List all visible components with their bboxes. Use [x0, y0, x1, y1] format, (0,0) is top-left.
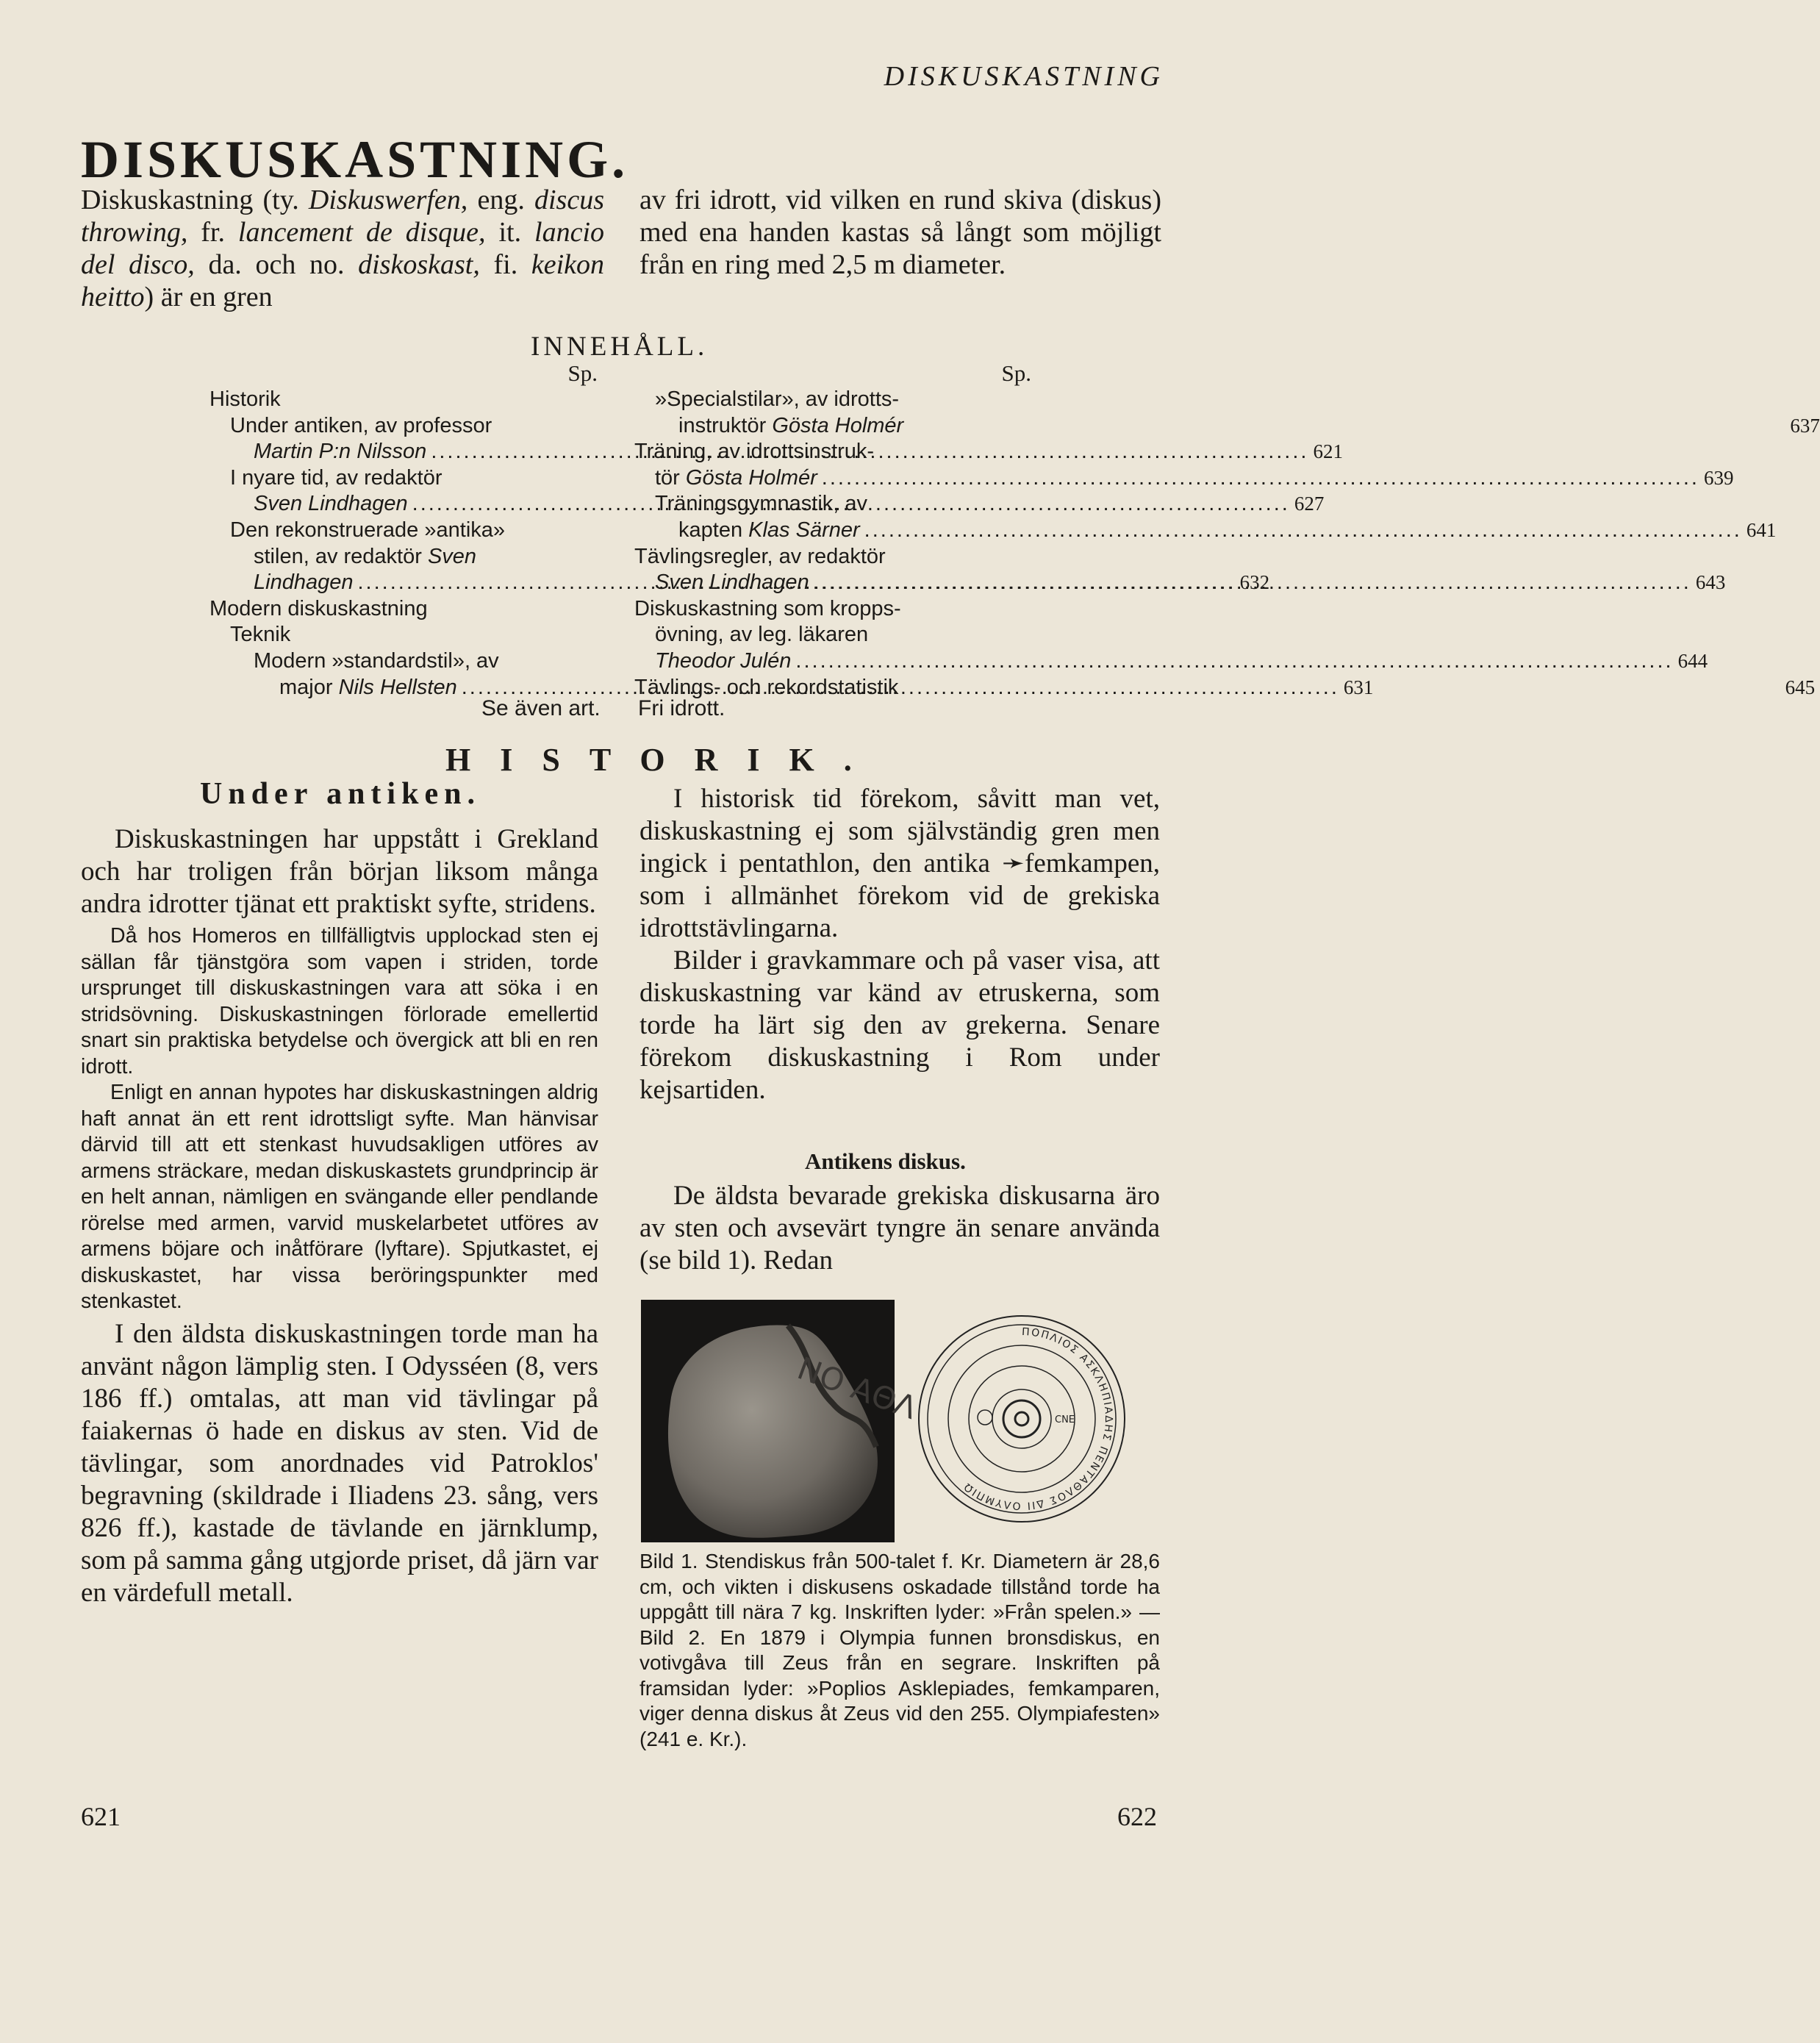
subsection-title: Under antiken. — [200, 777, 481, 811]
running-head: DISKUSKASTNING — [884, 61, 1164, 92]
intro-left-part: fi. — [479, 249, 531, 280]
toc-page-number: 627 — [1294, 493, 1325, 515]
intro-left-part: it. — [485, 217, 535, 248]
toc-entry — [634, 439, 1031, 465]
intro-left-part: Diskuskastning (ty. — [81, 185, 309, 215]
section-title: HISTORIK. — [445, 742, 881, 778]
toc-entry-text: »Specialstilar», av idrotts- — [655, 387, 900, 411]
figure-caption: Bild 1. Stendiskus från 500-talet f. Kr. Diametern är 28,6 cm, och vikten i diskusens oskadade tillstånd torde ha uppgått till nära 7 kg. Inskriften lyder: »Från spelen.» — Bild 2. En 1879 i Olympia funnen bronsdiskus, en votivgåva till Zeus från en segrare. Inskriften på framsidan lyder: »Poplios Asklepiades, femkamparen, viger denna diskus åt Zeus vid den 255. Olympiafesten» (241 e. Kr.). — [639, 1550, 1160, 1750]
right-paragraph-1: I historisk tid förekom, såvitt man vet, diskuskastning ej som självständig gren men ingick i pentathlon, den antika ➛femkampen, som i allmänhet förekom vid de grekiska idrottstävlingarna. — [639, 784, 1160, 943]
toc-entry-text: Den rekonstruerade »antika» — [230, 518, 506, 542]
toc-entry[interactable] — [655, 648, 1708, 675]
toc-page-number: 637 — [1790, 414, 1820, 437]
toc-entry-text: Träningsgymnastik, av — [655, 492, 868, 516]
toc-entry-text: instruktör Gösta Holmér — [678, 413, 904, 437]
toc-entry-text: tör Gösta Holmér — [655, 465, 817, 490]
left-body-paragraph: I den äldsta diskuskastningen torde man ha använt någon lämplig sten. I Odysséen (8, vers 186 ff.) omtalas, att man vid tävlingar på faiakernas ö hade en diskus av sten. Vid de tävlingar, som anordnades vid Patroklos' begravning (skildrade i Iliadens 23. sång, vers 826 ff.), kastade de tävlande en järnklump, som på samma gång utgjorde priset, då järn var en värdefull metall. — [81, 1318, 598, 1608]
stone-inscription: ΝΟ ΑΘΛΟ — [792, 1350, 945, 1435]
toc-page-number: 632 — [1239, 571, 1270, 594]
toc-entry-text: Diskuskastning som kropps- — [634, 596, 901, 620]
toc-entry-text: kapten Klas Särner — [678, 518, 860, 542]
bronze-inner-inscription: CNE — [1055, 1414, 1075, 1425]
figure-bronze-discus — [911, 1301, 1132, 1536]
toc-page-number: 631 — [1343, 676, 1374, 698]
toc-entry-text: Modern diskuskastning — [209, 596, 428, 620]
right-paragraph-2: Bilder i gravkammare och på vaser visa, att diskuskastning var känd av etruskerna, som torde ha lärt sig den av grekerna. Senare förekom diskuskastning i Rom under kejsartiden. — [639, 945, 1160, 1105]
bronze-inscription: ΠΟΠΛΙΟΣ ΑΣΚΛΗΠΙΑΔΗΣ ΠΕΝΤΑΘΛΟΣ ΔΙΙ ΟΛΥΜΠΙΩ — [961, 1325, 1114, 1512]
toc-entry — [230, 518, 598, 544]
intro-left-part: eng. — [467, 185, 534, 215]
intro-left-part: lancio del disco, — [81, 217, 604, 280]
article-title: DISKUSKASTNING. — [81, 130, 629, 189]
toc-entry-text: major Nils Hellsten — [279, 675, 457, 699]
right-paragraph-3: De äldsta bevarade grekiska diskusarna äro av sten och avsevärt tyngre än senare använda (se bild 1). Redan — [639, 1181, 1160, 1275]
toc-entry — [634, 596, 1031, 623]
toc-entry-text: Tävlingsregler, av redaktör — [634, 544, 886, 568]
toc-entry-text: Teknik — [230, 623, 291, 647]
stone-discus-photo — [641, 1300, 945, 1542]
intro-left-part: discus throwing, — [81, 185, 604, 248]
intro-right: av fri idrott, vid vilken en rund skiva (diskus) med ena handen kastas så långt som möjligt från en ring med 2,5 m diameter. — [639, 185, 1161, 280]
toc-entry-text: övning, av leg. läkaren — [655, 623, 869, 647]
toc-page-number: 644 — [1677, 650, 1708, 672]
toc-entry[interactable] — [678, 413, 1820, 440]
toc-entry — [634, 544, 1031, 570]
intro-left-part: lancement de disque, — [237, 217, 486, 248]
toc-entry-text: Sven Lindhagen — [655, 570, 809, 595]
toc-page-number: 641 — [1746, 519, 1777, 541]
toc-entry-text: Under antiken, av professor — [230, 413, 492, 437]
toc-sp-label: Sp. — [567, 360, 598, 386]
toc-entry — [655, 387, 1031, 413]
toc-entry-text: Historik — [209, 387, 281, 411]
toc-entry — [655, 491, 1031, 518]
toc-entry[interactable] — [678, 518, 1777, 544]
toc-page-number: 639 — [1703, 466, 1734, 489]
toc-entry — [230, 465, 598, 492]
toc-entry — [230, 413, 598, 440]
intro-left — [81, 184, 604, 313]
toc-entry — [209, 387, 598, 413]
toc-entry-text: I nyare tid, av redaktör — [230, 465, 443, 490]
toc-entry[interactable] — [655, 465, 1734, 492]
intro-left-part: fr. — [187, 217, 238, 248]
toc-heading: INNEHÅLL. — [531, 332, 709, 362]
toc-entry — [254, 544, 598, 570]
toc-entry-text: Martin P:n Nilsson — [254, 440, 427, 464]
toc-entry-text: stilen, av redaktör Sven — [254, 544, 477, 568]
left-lead-paragraph: Diskuskastningen har uppstått i Grekland och har troligen från början liksom många andra idrotter tjänat ett praktiskt syfte, stridens. — [81, 824, 598, 919]
intro-left-part: Diskuswerfen, — [308, 185, 468, 215]
toc-entry-text: Träning, av idrottsinstruk- — [634, 440, 875, 464]
toc-entry-text: Sven Lindhagen — [254, 492, 408, 516]
toc-entry-text: Modern »standardstil», av — [254, 649, 499, 673]
bronze-discus-drawing — [911, 1301, 1132, 1536]
intro-left-part: diskoskast, — [358, 249, 480, 280]
figure-stone-discus — [641, 1300, 945, 1542]
toc-entry — [230, 622, 598, 648]
toc-page-number: 645 — [1785, 676, 1816, 698]
toc-sp-label: Sp. — [1001, 360, 1031, 386]
left-small-paragraph-1: Då hos Homeros en tillfälligtvis upplockad sten ej sällan får tjänstgöra som vapen i striden, torde ursprunget till diskuskastningen vara att söka i en stridsövning. Diskuskastningen förlorade emellertid snart sin praktiska betydelse och övergick att bli en ren idrott. — [81, 924, 598, 1078]
toc-entry-text: Lindhagen — [254, 570, 354, 595]
page-number-right: 622 — [1117, 1802, 1157, 1831]
toc-page-number: 643 — [1695, 571, 1726, 594]
intro-left-part: da. och no. — [194, 249, 359, 280]
toc-see-also-link[interactable]: Fri idrott. — [638, 696, 726, 720]
left-small-paragraph-2: Enligt en annan hypotes har diskuskastningen aldrig haft annat än ett rent idrottsligt syfte. Man hänvisar därvid till att ett stenkast huvudsakligen utföres av armens sträckare, medan diskuskastets grundprincip är en helt annan, nämligen en svängande eller pendlande rörelse med armen, varvid muskelarbetet utföres av armens böjare och inåtförare (lyftare). Spjutkastet, ej diskuskastet, har vissa beröringspunkter med stenkastet. — [81, 1081, 598, 1313]
page-number-left: 621 — [81, 1802, 121, 1831]
toc-see-also-label: Se även art. — [481, 696, 601, 720]
toc-entry-text: Tävlings- och rekordstatistik — [634, 675, 899, 699]
toc-entry — [254, 648, 598, 675]
intro-left-part: keikon heitto — [81, 249, 605, 312]
toc-entry — [655, 622, 1031, 648]
toc-page-number: 621 — [1313, 440, 1343, 463]
subheading-antikens-diskus: Antikens diskus. — [805, 1148, 966, 1174]
toc-entry-text: Theodor Julén — [655, 649, 792, 673]
intro-left-part: ) är en gren — [144, 282, 273, 312]
toc-entry — [209, 596, 598, 623]
